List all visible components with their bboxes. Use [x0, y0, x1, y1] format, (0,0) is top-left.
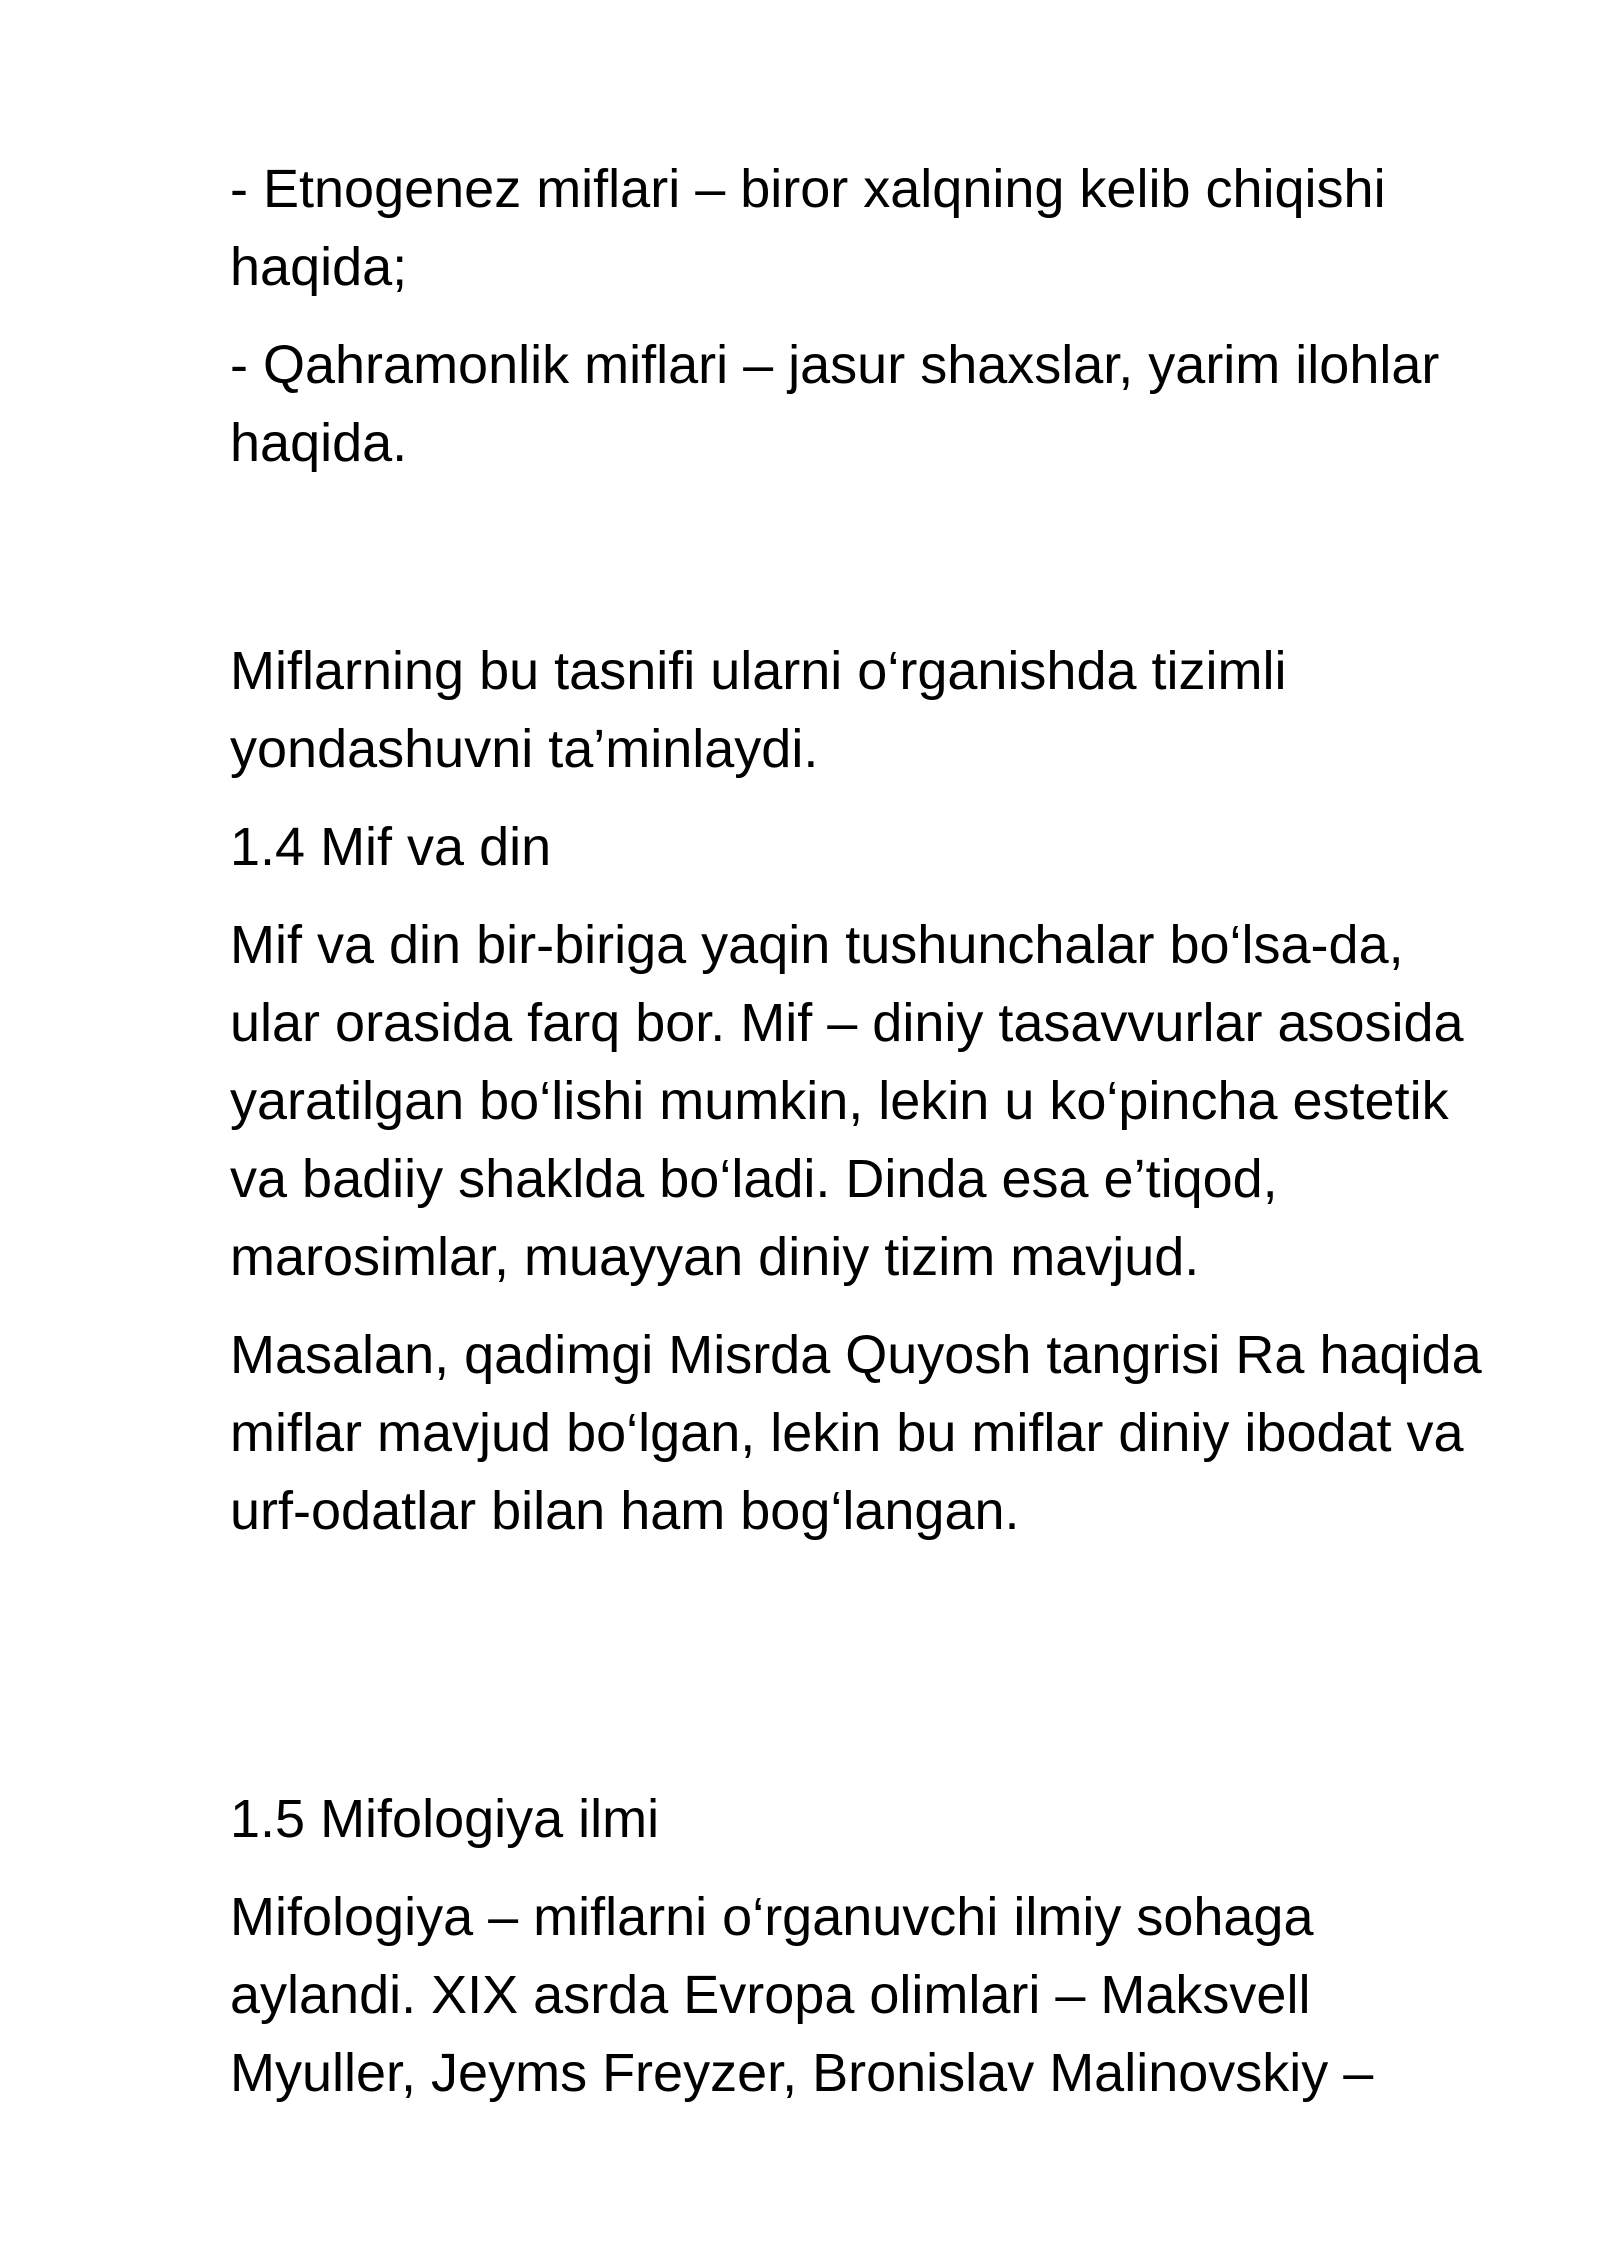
paragraph-misr-example: Masalan, qadimgi Misrda Quyosh tangrisi Ra haqida miflar mavjud bo‘lgan, lekin bu miflar diniy ibodat va urf-odatlar bilan ham bog‘langan. [230, 1325, 1482, 1541]
paragraph-mifologiya: Mifologiya – miflarni o‘rganuvchi ilmiy sohaga aylandi. XIX asrda Evropa olimlari – Maksvell Myuller, Jeyms Freyzer, Bronislav Malinovskiy – [230, 1887, 1374, 2103]
section-heading-mifologiya-ilmi: 1.5 Mifologiya ilmi [230, 1789, 660, 1849]
section-heading-mif-va-din: 1.4 Mif va din [230, 817, 552, 877]
list-item-qahramonlik: - Qahramonlik miflari – jasur shaxslar, yarim ilohlar haqida. [230, 335, 1440, 473]
classification-paragraph: Miflarning bu tasnifi ularni o‘rganishda tizimli yondashuvni ta’minlaydi. [230, 641, 1287, 779]
paragraph-mif-va-din: Mif va din bir-biriga yaqin tushunchalar bo‘lsa-da, ular orasida farq bor. Mif – diniy tasavvurlar asosida yaratilgan bo‘lishi mumkin, lekin u ko‘pincha estetik va badiiy shaklda bo‘ladi. Dinda esa e’tiqod, marosimlar, muayyan diniy tizim mavjud. [230, 915, 1464, 1287]
list-item-etnogenez: - Etnogenez miflari – biror xalqning kelib chiqishi haqida; [230, 159, 1386, 297]
document-body [230, 150, 1500, 2132]
